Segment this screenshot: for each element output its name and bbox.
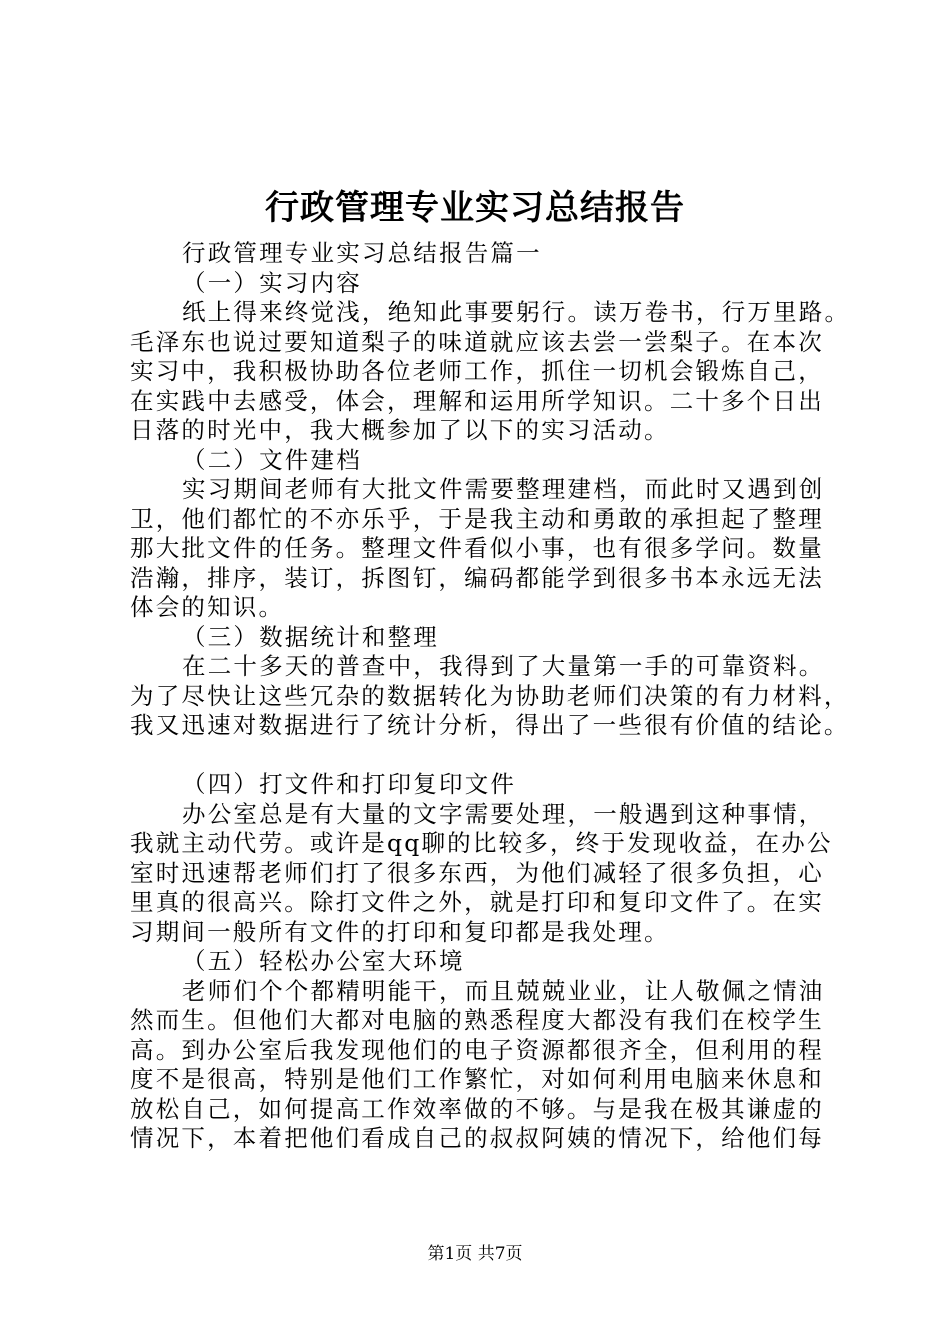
blank-line xyxy=(130,741,830,771)
document-title: 行政管理专业实习总结报告 xyxy=(265,188,685,228)
paragraph-line: 我就主动代劳。或许是qq聊的比较多，终于发现收益，在办公 xyxy=(130,829,833,857)
section-heading: （三）数据统计和整理 xyxy=(182,622,439,651)
paragraph-line: 实习中，我积极协助各位老师工作，抓住一切机会锻炼自己， xyxy=(130,357,824,385)
section-heading: （一）实习内容 xyxy=(182,268,362,297)
section-heading: （二）文件建档 xyxy=(182,445,362,474)
paragraph-line: 放松自己，如何提高工作效率做的不够。与是我在极其谦虚的 xyxy=(130,1094,824,1123)
paragraph-line: 实习期间老师有大批文件需要整理建档，而此时又遇到创 xyxy=(182,475,825,503)
paragraph-line: 卫，他们都忙的不亦乐乎，于是我主动和勇敢的承担起了整理 xyxy=(130,504,824,533)
paragraph-line: 情况下，本着把他们看成自己的叔叔阿姨的情况下，给他们每 xyxy=(130,1124,824,1152)
paragraph-line: 在实践中去感受，体会，理解和运用所学知识。二十多个日出 xyxy=(130,386,824,415)
paragraph-line: 高。到办公室后我发现他们的电子资源都很齐全，但利用的程 xyxy=(130,1035,824,1064)
paragraph-line: 日落的时光中，我大概参加了以下的实习活动。 xyxy=(130,416,670,444)
section-heading: （五）轻松办公室大环境 xyxy=(182,947,465,975)
paragraph-line: 体会的知识。 xyxy=(130,593,285,621)
paragraph-line: 办公室总是有大量的文字需要处理，一般遇到这种事情， xyxy=(182,799,825,828)
paragraph-line: 那大批文件的任务。整理文件看似小事，也有很多学问。数量 xyxy=(130,534,824,562)
paragraph-line: 我又迅速对数据进行了统计分析，得出了一些很有价值的结论。 xyxy=(130,711,850,739)
paragraph-line: 老师们个个都精明能干，而且兢兢业业，让人敬佩之情油 xyxy=(182,976,825,1005)
section-heading: （四）打文件和打印复印文件 xyxy=(182,770,517,798)
paragraph-line: 习期间一般所有文件的打印和复印都是我处理。 xyxy=(130,917,670,946)
paragraph-line: 浩瀚，排序，装订，拆图钉，编码都能学到很多书本永远无法 xyxy=(130,563,824,592)
paragraph-line: 然而生。但他们大都对电脑的熟悉程度大都没有我们在校学生 xyxy=(130,1006,824,1034)
paragraph-line: 度不是很高，特别是他们工作繁忙，对如何利用电脑来休息和 xyxy=(130,1065,824,1093)
paragraph-line: 纸上得来终觉浅，绝知此事要躬行。读万卷书，行万里路。 xyxy=(182,298,851,326)
document-body xyxy=(130,239,851,1154)
page-indicator: 第1页 共7页 xyxy=(427,1244,523,1264)
paragraph-line: 毛泽东也说过要知道梨子的味道就应该去尝一尝梨子。在本次 xyxy=(130,327,824,356)
paragraph-line: 行政管理专业实习总结报告篇一 xyxy=(182,239,542,267)
paragraph-line: 里真的很高兴。除打文件之外，就是打印和复印文件了。在实 xyxy=(130,888,824,916)
paragraph-line: 为了尽快让这些冗杂的数据转化为协助老师们决策的有力材料， xyxy=(130,681,850,710)
paragraph-line: 室时迅速帮老师们打了很多东西，为他们减轻了很多负担，心 xyxy=(130,858,824,887)
paragraph-line: 在二十多天的普查中，我得到了大量第一手的可靠资料。 xyxy=(182,652,825,680)
